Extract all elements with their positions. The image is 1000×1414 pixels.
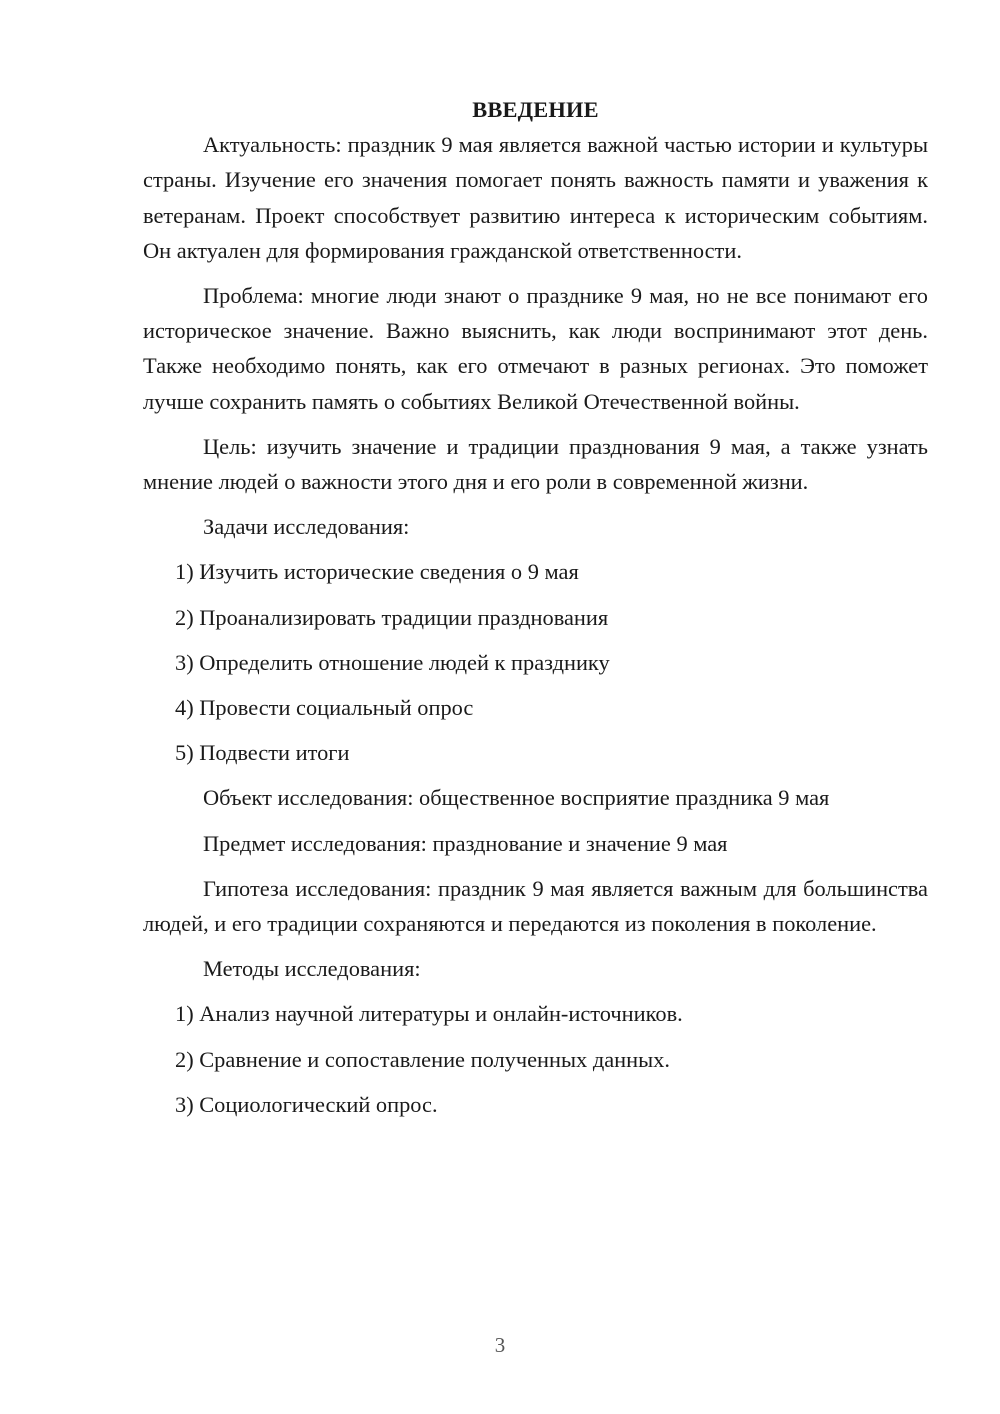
tasks-heading: Задачи исследования: <box>203 514 410 540</box>
problem-paragraph: Проблема: многие люди знают о празднике 9 мая, но не все понимают его историческое значение. Важно выяснить, как люди воспринимают этот день. Также необходимо понять, как его отмечают в разных регионах. Это поможет лучше сохранить память о событиях Великой Отечественной войны. <box>143 283 928 414</box>
list-item: 4) Провести социальный опрос <box>175 695 474 721</box>
relevance-paragraph: Актуальность: праздник 9 мая является важной частью истории и культуры страны. Изучение его значения помогает понять важность памяти и уважения к ветеранам. Проект способствует развитию интереса к историческим событиям. Он актуален для формирования гражданской ответственности. <box>143 132 928 263</box>
document-page <box>143 92 928 1122</box>
section-title: ВВЕДЕНИЕ <box>472 97 599 122</box>
object-paragraph: Объект исследования: общественное восприятие праздника 9 мая <box>203 785 830 811</box>
list-item: 2) Сравнение и сопоставление полученных данных. <box>175 1046 670 1072</box>
hypothesis-paragraph: Гипотеза исследования: праздник 9 мая является важным для большинства людей, и его традиции сохраняются и передаются из поколения в поколение. <box>143 875 928 937</box>
subject-paragraph: Предмет исследования: празднование и значение 9 мая <box>203 830 728 856</box>
tasks-list <box>143 554 928 770</box>
list-item: 2) Проанализировать традиции празднования <box>175 604 609 630</box>
methods-heading: Методы исследования: <box>203 956 421 982</box>
goal-paragraph: Цель: изучить значение и традиции празднования 9 мая, а также узнать мнение людей о важности этого дня и его роли в современной жизни. <box>143 433 928 495</box>
list-item: 1) Анализ научной литературы и онлайн-источников. <box>175 1001 683 1027</box>
list-item: 3) Определить отношение людей к празднику <box>175 649 610 675</box>
list-item: 3) Социологический опрос. <box>175 1091 438 1117</box>
page-number: 3 <box>494 1333 506 1357</box>
methods-list <box>143 996 928 1122</box>
list-item: 1) Изучить исторические сведения о 9 мая <box>175 559 579 585</box>
list-item: 5) Подвести итоги <box>175 740 350 766</box>
